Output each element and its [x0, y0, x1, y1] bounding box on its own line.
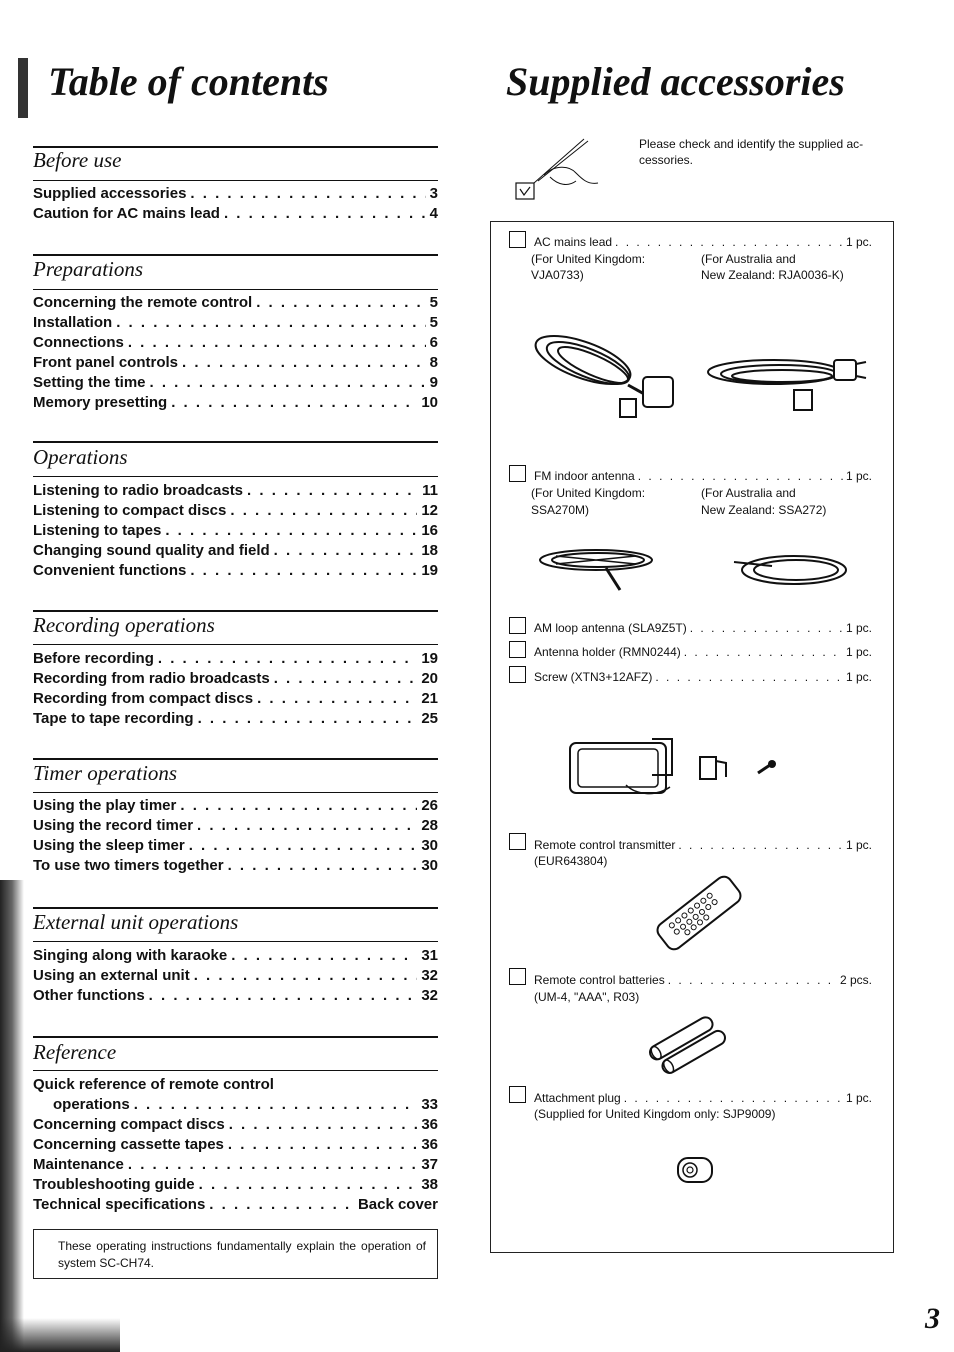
variant-label: (For United Kingdom: — [531, 486, 646, 500]
pencil-check-icon — [514, 135, 604, 205]
section-heading: Before use — [33, 148, 122, 172]
toc-entry: Supplied accessories . . . 3 — [33, 185, 438, 205]
accessory-line: FM indoor antenna . . . 1 pc. — [534, 469, 872, 483]
au-mains-lead-image — [704, 350, 869, 415]
accessory-line: Antenna holder (RMN0244) . . . 1 pc. — [534, 645, 872, 659]
toc-entry: Connections . . . 6 — [33, 334, 438, 354]
item-code: (Supplied for United Kingdom only: SJP9009) — [534, 1107, 776, 1121]
checkbox[interactable] — [509, 968, 526, 985]
scan-shadow — [0, 880, 24, 1352]
toc-entry: Using an external unit . . . 32 — [33, 967, 438, 987]
remote-control-image — [648, 868, 750, 958]
scan-edge-mark — [18, 58, 28, 118]
accessories-title: Supplied accessories — [506, 59, 845, 104]
accessory-line: Screw (XTN3+12AFZ) . . . 1 pc. — [534, 670, 872, 684]
checkbox[interactable] — [509, 833, 526, 850]
toc-entry: Tape to tape recording . . . 25 — [33, 710, 438, 730]
checkbox[interactable] — [509, 231, 526, 248]
toc-entry: Before recording . . . 19 — [33, 650, 438, 670]
toc-entry: Front panel controls . . . 8 — [33, 354, 438, 374]
batteries-image — [643, 1015, 733, 1077]
accessory-line: AM loop antenna (SLA9Z5T) . . . 1 pc. — [534, 621, 872, 635]
toc-entry: Changing sound quality and field . . . 18 — [33, 542, 438, 562]
uk-mains-lead-image — [528, 325, 678, 420]
toc-entry: Using the sleep timer . . . 30 — [33, 837, 438, 857]
toc-entry: Using the record timer . . . 28 — [33, 817, 438, 837]
variant-code: SSA270M) — [531, 503, 590, 517]
variant-label: (For Australia and — [701, 486, 796, 500]
toc-title: Table of contents — [48, 59, 329, 104]
checkbox[interactable] — [509, 1086, 526, 1103]
section-heading: Operations — [33, 445, 128, 469]
accessory-line: Remote control batteries . . . 2 pcs. — [534, 973, 872, 987]
accessories-intro: Please check and identify the supplied ac- cessories. — [639, 137, 864, 167]
toc-entry: Setting the time . . . 9 — [33, 374, 438, 394]
toc-entry: Maintenance . . . 37 — [33, 1156, 438, 1176]
toc-entry: Concerning the remote control . . . 5 — [33, 294, 438, 314]
page-number: 3 — [925, 1302, 940, 1335]
toc-entry: Convenient functions . . . 19 — [33, 562, 438, 582]
checkbox[interactable] — [509, 465, 526, 482]
accessory-line: Attachment plug . . . 1 pc. — [534, 1091, 872, 1105]
toc-entry: Concerning compact discs . . . 36 — [33, 1116, 438, 1136]
toc-entry: Singing along with karaoke . . . 31 — [33, 947, 438, 967]
toc-entry: Using the play timer . . . 26 — [33, 797, 438, 817]
note-box — [33, 1229, 438, 1279]
variant-code: New Zealand: SSA272) — [701, 503, 827, 517]
section-heading: Preparations — [33, 257, 144, 281]
toc-entry: Caution for AC mains lead . . . 4 — [33, 205, 438, 225]
am-antenna-holder-screw-image — [566, 735, 786, 800]
variant-code: VJA0733) — [531, 268, 584, 282]
section-heading: Timer operations — [33, 761, 178, 785]
toc-entry: Technical specifications . . . Back cover — [33, 1196, 438, 1216]
section-heading: Recording operations — [33, 613, 215, 637]
toc-entry: Listening to tapes . . . 16 — [33, 522, 438, 542]
checkbox[interactable] — [509, 666, 526, 683]
section-heading: External unit operations — [33, 910, 239, 934]
variant-label: (For Australia and — [701, 252, 796, 266]
checkbox[interactable] — [509, 641, 526, 658]
section-heading: Reference — [33, 1040, 117, 1064]
toc-entry: Troubleshooting guide . . . 38 — [33, 1176, 438, 1196]
toc-entry: Other functions . . . 32 — [33, 987, 438, 1007]
toc-entry: operations . . . 33 — [33, 1096, 438, 1116]
item-code: (UM-4, "AAA", R03) — [534, 990, 640, 1004]
au-fm-antenna-image — [732, 548, 850, 590]
toc-entry: Memory presetting . . . 10 — [33, 394, 438, 414]
variant-code: New Zealand: RJA0036-K) — [701, 268, 844, 282]
toc-entry: Listening to compact discs . . . 12 — [33, 502, 438, 522]
item-code: (EUR643804) — [534, 854, 608, 868]
toc-entry: Quick reference of remote control — [33, 1076, 274, 1093]
toc-entry: Concerning cassette tapes . . . 36 — [33, 1136, 438, 1156]
toc-entry: Listening to radio broadcasts . . . 11 — [33, 482, 438, 502]
toc-entry: Recording from compact discs . . . 21 — [33, 690, 438, 710]
note-text: These operating instructions fundamentally explain the operation of system SC-CH74. — [58, 1239, 426, 1270]
variant-label: (For United Kingdom: — [531, 252, 646, 266]
toc-entry: Installation . . . 5 — [33, 314, 438, 334]
attachment-plug-image — [676, 1155, 716, 1185]
toc-entry: Recording from radio broadcasts . . . 20 — [33, 670, 438, 690]
checkbox[interactable] — [509, 617, 526, 634]
accessory-line: AC mains lead . . . 1 pc. — [534, 235, 872, 249]
uk-fm-antenna-image — [536, 538, 661, 598]
scan-shadow-bottom — [0, 1318, 120, 1352]
accessory-line: Remote control transmitter . . . 1 pc. — [534, 838, 872, 852]
toc-entry: To use two timers together . . . 30 — [33, 857, 438, 877]
